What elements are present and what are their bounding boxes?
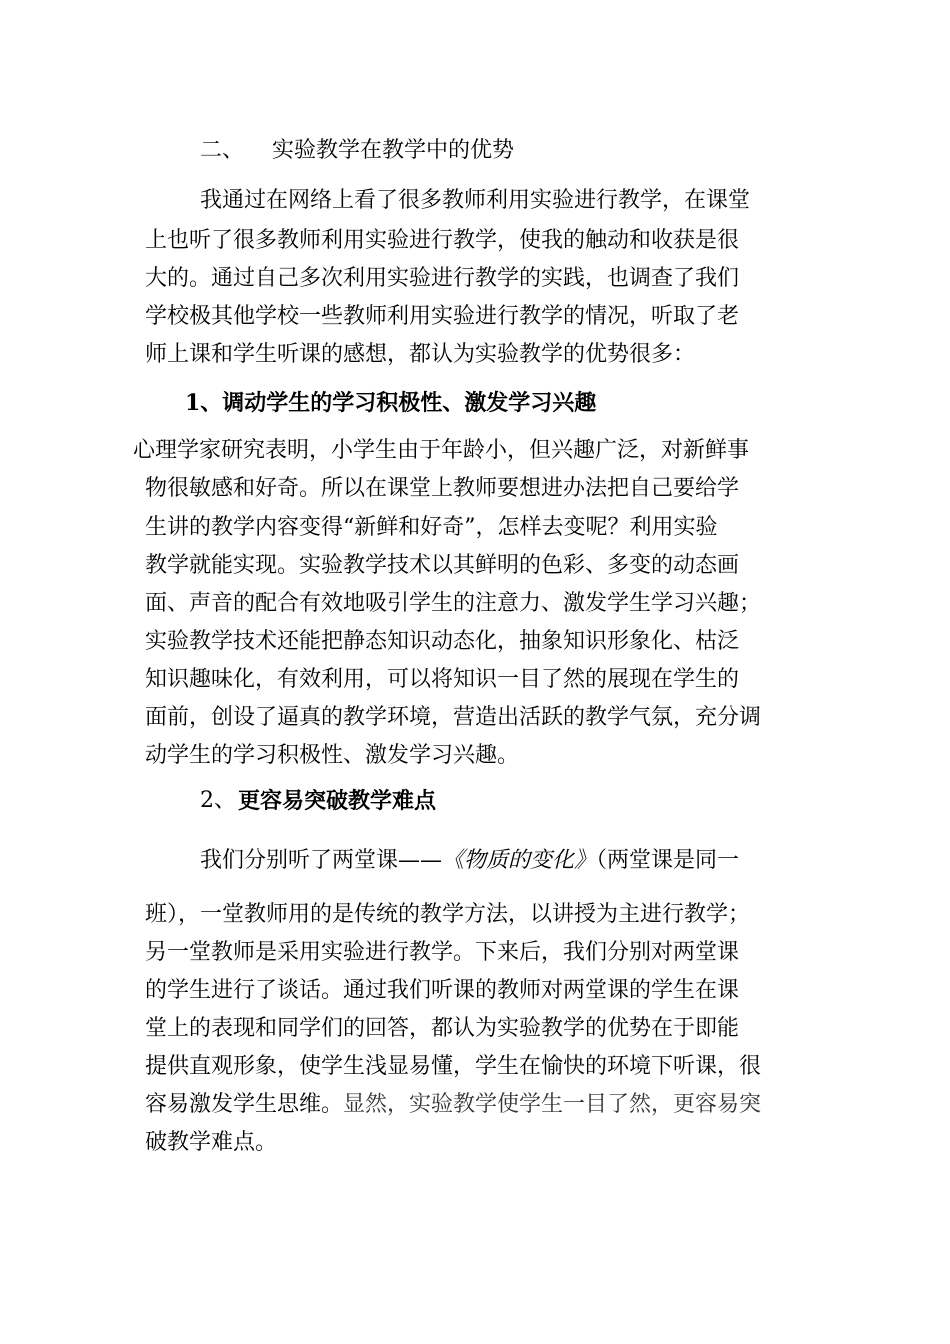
book-title: 《物质的变化》 bbox=[442, 848, 597, 873]
paragraph-line: 心理学家研究表明，小学生由于年龄小，但兴趣广泛，对新鲜事 bbox=[133, 438, 750, 463]
paragraph-line: 大的。通过自己多次利用实验进行教学的实践，也调查了我们 bbox=[145, 266, 740, 291]
paragraph-line: 另一堂教师是采用实验进行教学。下来后，我们分别对两堂课 bbox=[145, 940, 740, 965]
paragraph-line: 实验教学技术还能把静态知识动态化，抽象知识形象化、枯泛 bbox=[145, 629, 740, 654]
text-run: 显然，实验教学使学生一目了然，更容易突 bbox=[343, 1092, 762, 1117]
paragraph-line: 的学生进行了谈话。通过我们听课的教师对两堂课的学生在课 bbox=[145, 978, 740, 1003]
paragraph-line: 面、声音的配合有效地吸引学生的注意力、激发学生学习兴趣； bbox=[145, 591, 762, 616]
paragraph-line: 学校极其他学校一些教师利用实验进行教学的情况，听取了老 bbox=[145, 304, 740, 329]
text-run: （两堂课是同一 bbox=[596, 848, 740, 873]
paragraph-line: 生讲的教学内容变得“新鲜和好奇”，怎样去变呢？利用实验 bbox=[145, 515, 718, 540]
point2-number: 2、 bbox=[200, 788, 236, 813]
paragraph-line: 面前，创设了逼真的教学环境，营造出活跃的教学气氛，充分调 bbox=[145, 705, 762, 730]
paragraph-line: 提供直观形象，使学生浅显易懂，学生在愉快的环境下听课，很 bbox=[145, 1054, 762, 1079]
paragraph-line: 破教学难点。 bbox=[145, 1130, 278, 1155]
paragraph-line: 物很敏感和好奇。所以在课堂上教师要想进办法把自己要给学 bbox=[145, 476, 740, 501]
paragraph-line: 教学就能实现。实验教学技术以其鲜明的色彩、多变的动态画 bbox=[145, 553, 740, 578]
paragraph-line bbox=[145, 1092, 761, 1118]
paragraph-line: 我通过在网络上看了很多教师利用实验进行教学，在课堂 bbox=[200, 188, 751, 213]
paragraph-line: 师上课和学生听课的感想，都认为实验教学的优势很多： bbox=[145, 342, 696, 367]
section-number: 二、 bbox=[200, 138, 245, 163]
paragraph-line: 班），一堂教师用的是传统的教学方法，以讲授为主进行教学； bbox=[145, 902, 751, 927]
point2-heading: 更容易突破教学难点 bbox=[238, 788, 437, 814]
paragraph-line: 动学生的学习积极性、激发学习兴趣。 bbox=[145, 743, 520, 768]
paragraph-line: 堂上的表现和同学们的回答，都认为实验教学的优势在于即能 bbox=[145, 1016, 740, 1041]
text-run: 容易激发学生思维。 bbox=[145, 1092, 344, 1117]
paragraph-line: 上也听了很多教师利用实验进行教学，使我的触动和收获是很 bbox=[145, 228, 740, 253]
paragraph-line: 知识趣味化，有效利用，可以将知识一目了然的展现在学生的 bbox=[145, 667, 740, 692]
point1-heading: 1、调动学生的学习积极性、激发学习兴趣 bbox=[185, 390, 597, 416]
section-title: 实验教学在教学中的优势 bbox=[272, 138, 515, 163]
text-run: 我们分别听了两堂课—— bbox=[200, 848, 443, 873]
paragraph-first-line bbox=[200, 848, 739, 874]
